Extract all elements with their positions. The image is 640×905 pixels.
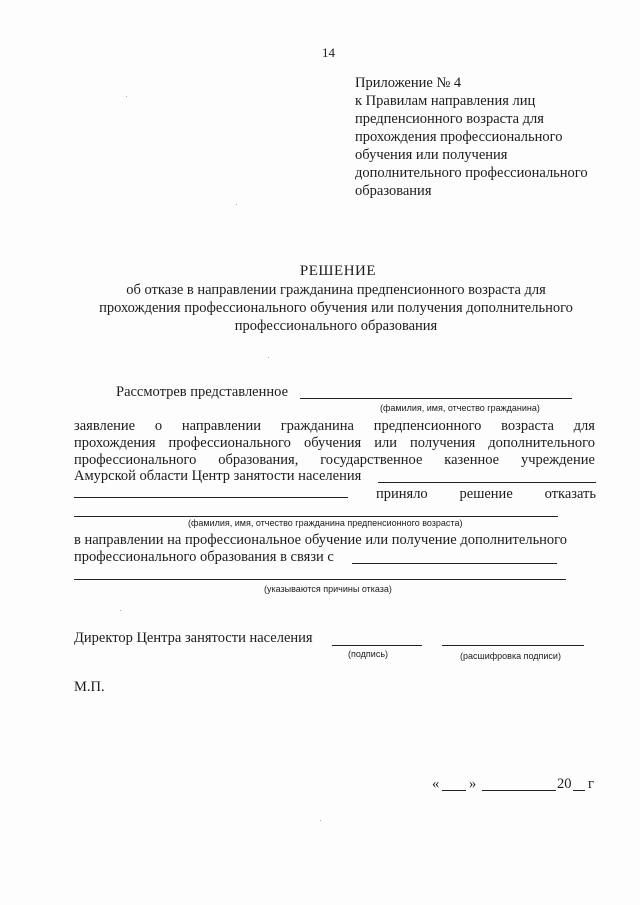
center-name-blank[interactable]	[378, 482, 596, 483]
subtitle-line: прохождения профессионального обучения или получения дополнительного	[99, 300, 573, 316]
date-open-quote: «	[432, 776, 440, 792]
subtitle-line: об отказе в направлении гражданина предпенсионного возраста для	[126, 282, 546, 298]
paragraph-line-4: Амурской области Центр занятости населения	[74, 468, 362, 484]
hint-signature: (подпись)	[348, 649, 389, 659]
reason-blank-1[interactable]	[352, 563, 557, 564]
scan-speck	[236, 204, 237, 205]
paragraph-line-1: заявление о направлении гражданина предпенсионного возраста для	[74, 418, 595, 434]
appendix-line: прохождения профессионального	[355, 129, 563, 145]
paragraph-line-3: профессионального образования, государственное казенное учреждение	[74, 452, 595, 468]
signature-decoding-blank[interactable]	[442, 645, 584, 646]
reason-blank-2[interactable]	[74, 579, 566, 580]
document-title: РЕШЕНИЕ	[299, 263, 377, 279]
appendix-line: обучения или получения	[355, 147, 508, 163]
appendix-line: Приложение № 4	[355, 75, 462, 91]
considered-label: Рассмотрев представленное	[116, 384, 289, 400]
subtitle-line: профессионального образования	[234, 318, 438, 334]
page-number: 14	[322, 45, 335, 60]
pre-pension-name-blank[interactable]	[74, 516, 558, 517]
scan-speck	[268, 357, 269, 358]
scan-speck	[126, 96, 127, 97]
appendix-block	[355, 74, 588, 200]
hint-reasons: (указываются причины отказа)	[264, 584, 392, 594]
hint-decoding: (расшифровка подписи)	[460, 651, 561, 661]
decision-blank[interactable]	[74, 497, 348, 498]
paragraph-line-2: прохождения профессионального обучения или получения дополнительного	[74, 435, 595, 451]
date-day-blank[interactable]	[442, 790, 466, 791]
date-year-suffix: г	[588, 776, 594, 792]
scan-speck	[120, 610, 121, 611]
decision-words: приняло решение отказать	[376, 486, 596, 502]
date-year-blank[interactable]	[573, 790, 585, 791]
signature-blank[interactable]	[332, 645, 422, 646]
document-subtitle	[0, 281, 640, 335]
director-label: Директор Центра занятости населения	[74, 630, 313, 646]
appendix-line: к Правилам направления лиц	[355, 93, 536, 109]
date-year-prefix: 20	[557, 776, 572, 792]
hint-fio-pre-pension: (фамилия, имя, отчество гражданина предпенсионного возраста)	[188, 518, 463, 528]
date-month-blank[interactable]	[482, 790, 556, 791]
stamp-label: М.П.	[74, 679, 105, 695]
hint-fio-citizen: (фамилия, имя, отчество гражданина)	[380, 403, 540, 413]
scan-speck	[320, 820, 321, 821]
appendix-line: предпенсионного возраста для	[355, 111, 544, 127]
direction-line: в направлении на профессиональное обучение или получение дополнительного	[74, 532, 568, 548]
citizen-name-blank[interactable]	[300, 398, 572, 399]
appendix-line: дополнительного профессионального	[355, 165, 588, 181]
education-line: профессионального образования в связи с	[74, 549, 334, 565]
date-close-quote: »	[469, 776, 477, 792]
appendix-line: образования	[355, 183, 432, 199]
